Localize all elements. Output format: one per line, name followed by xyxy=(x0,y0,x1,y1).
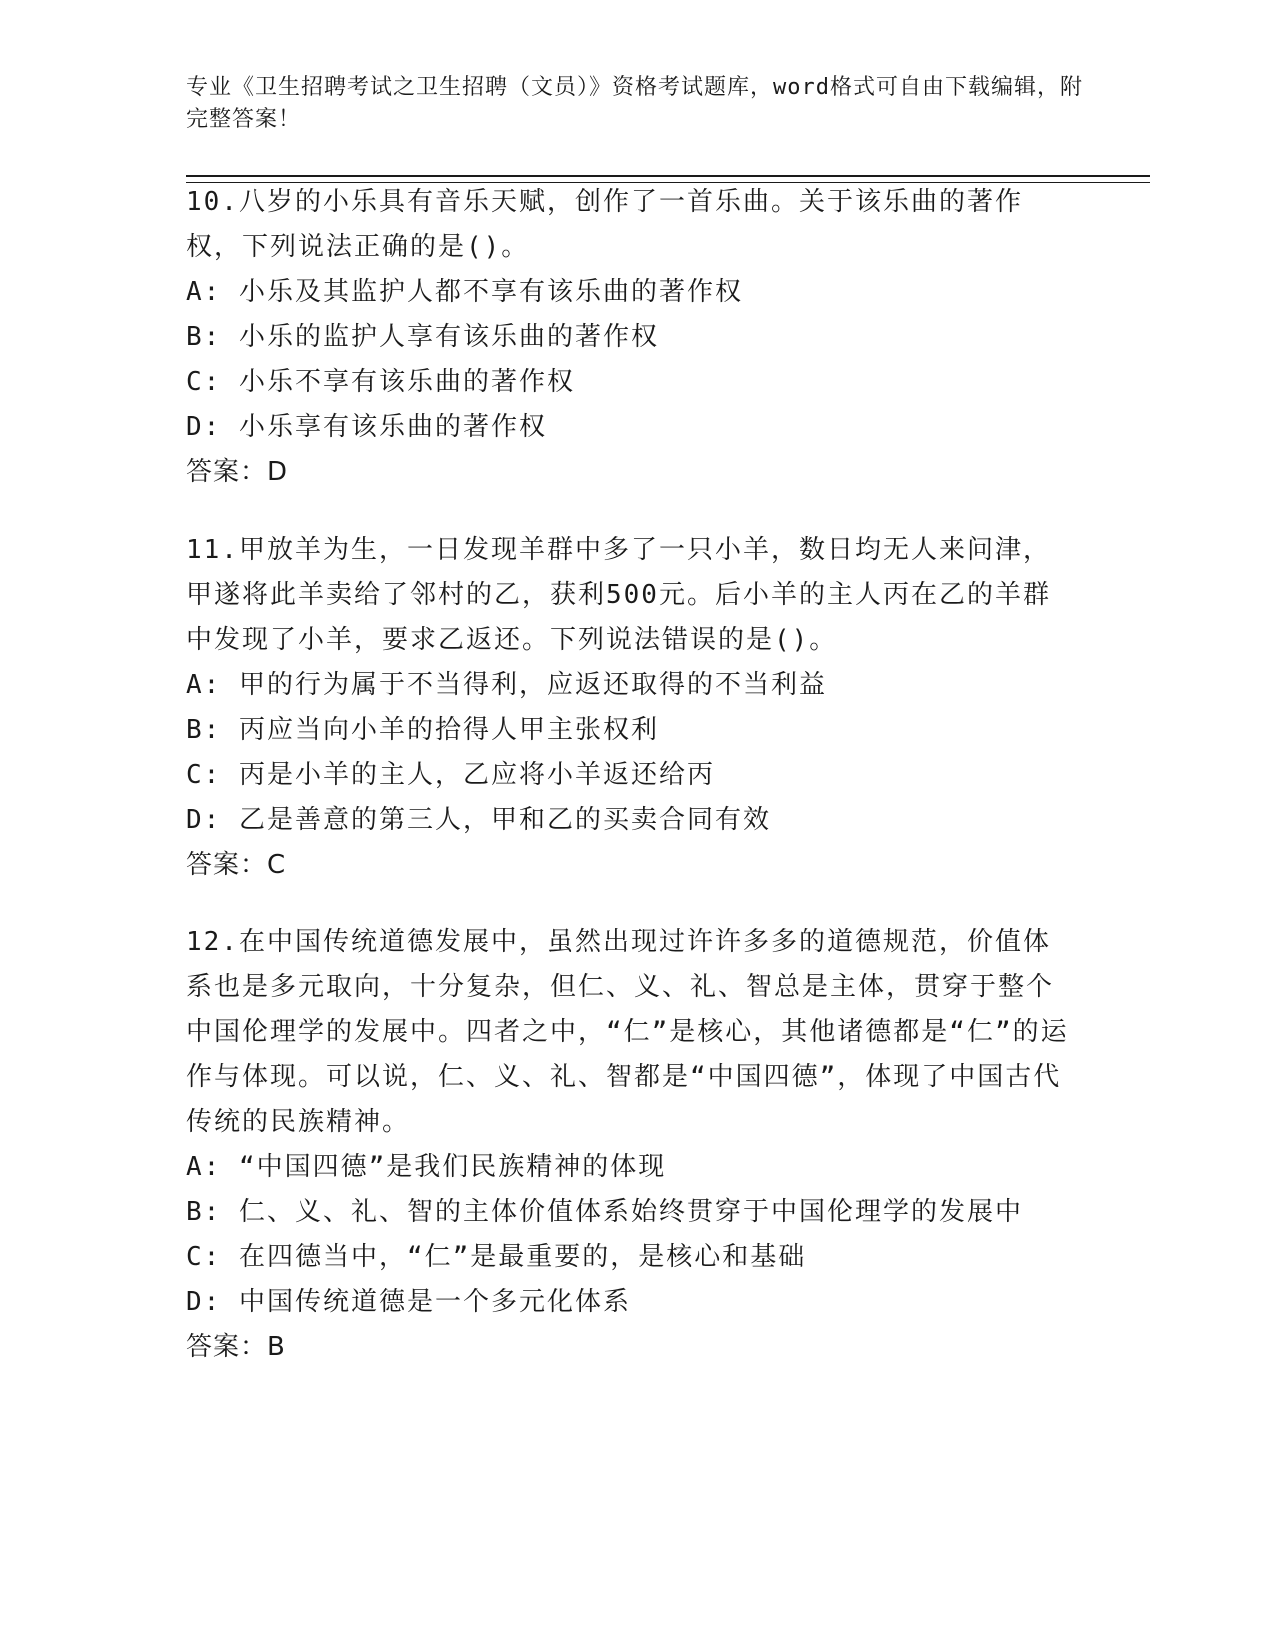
option-a: A: 甲的行为属于不当得利，应返还取得的不当利益 xyxy=(186,670,827,700)
answer-line: 答案：B xyxy=(186,1332,286,1362)
answer-line: 答案：C xyxy=(186,850,287,880)
option-b: B: 小乐的监护人享有该乐曲的著作权 xyxy=(186,322,659,352)
option-d: D: 乙是善意的第三人，甲和乙的买卖合同有效 xyxy=(186,805,771,835)
option-c: C: 在四德当中，“仁”是最重要的，是核心和基础 xyxy=(186,1242,807,1272)
option-b: B: 丙应当向小羊的拾得人甲主张权利 xyxy=(186,715,659,745)
option-b: B: 仁、义、礼、智的主体价值体系始终贯穿于中国伦理学的发展中 xyxy=(186,1197,1023,1227)
question-stem: 10.八岁的小乐具有音乐天赋，创作了一首乐曲。关于该乐曲的著作权，下列说法正确的是()。 xyxy=(186,187,1023,262)
question-12 xyxy=(186,920,1076,1370)
option-a: A: 小乐及其监护人都不享有该乐曲的著作权 xyxy=(186,277,743,307)
option-c: C: 丙是小羊的主人，乙应将小羊返还给丙 xyxy=(186,760,715,790)
question-stem: 12.在中国传统道德发展中，虽然出现过许许多多的道德规范，价值体系也是多元取向，十分复杂，但仁、义、礼、智总是主体，贯穿于整个中国伦理学的发展中。四者之中，“仁”是核心，其他诸德都是“仁”的运作与体现。可以说，仁、义、礼、智都是“中国四德”，体现了中国古代传统的民族精神。 xyxy=(186,927,1069,1137)
question-11 xyxy=(186,528,1076,888)
option-c: C: 小乐不享有该乐曲的著作权 xyxy=(186,367,575,397)
option-d: D: 小乐享有该乐曲的著作权 xyxy=(186,412,547,442)
answer-line: 答案：D xyxy=(186,457,289,487)
option-d: D: 中国传统道德是一个多元化体系 xyxy=(186,1287,631,1317)
document-header-note: 专业《卫生招聘考试之卫生招聘（文员）》资格考试题库，word格式可自由下载编辑，附完整答案！ xyxy=(186,75,1083,132)
question-10 xyxy=(186,180,1076,495)
question-stem: 11.甲放羊为生，一日发现羊群中多了一只小羊，数日均无人来问津，甲遂将此羊卖给了邻村的乙，获利500元。后小羊的主人丙在乙的羊群中发现了小羊，要求乙返还。下列说法错误的是()。 xyxy=(186,535,1051,655)
option-a: A: “中国四德”是我们民族精神的体现 xyxy=(186,1152,667,1182)
